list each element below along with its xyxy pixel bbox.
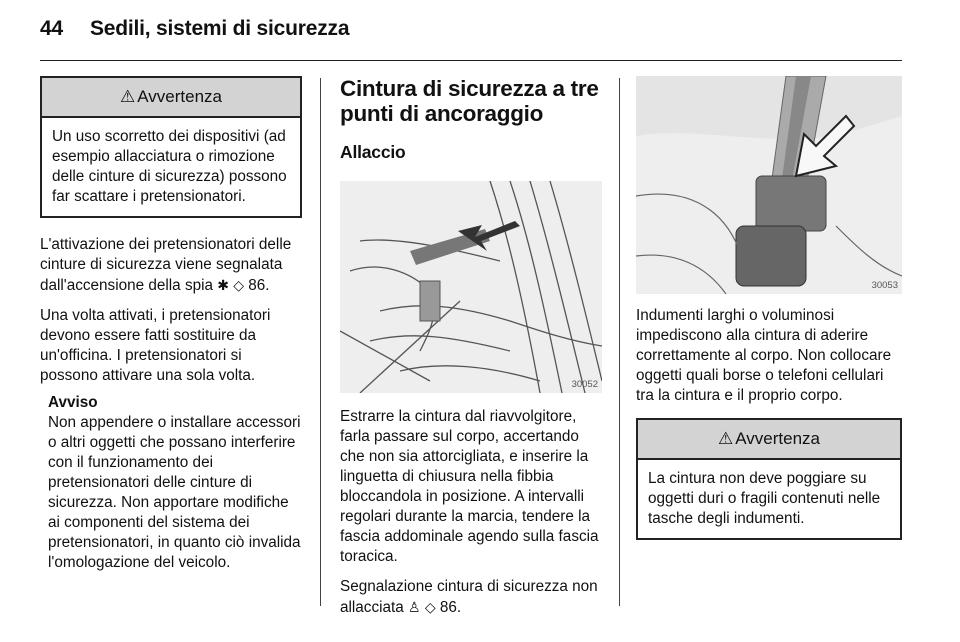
warning-triangle-icon: ⚠ [120, 87, 136, 106]
figure-code: 30052 [571, 379, 598, 390]
page-reference-icon: ◇ [233, 277, 245, 293]
warning-title: Avvertenza [137, 87, 222, 106]
airbag-warning-light-icon: ✱ [217, 277, 229, 293]
paragraph [340, 577, 602, 618]
warning-box [40, 76, 302, 218]
seatbelt-fastening-illustration [340, 181, 602, 393]
subsection-heading: Allaccio [340, 142, 406, 162]
illustration-drawing [340, 181, 602, 393]
column-divider-1 [320, 78, 321, 606]
seatbelt-buckle-illustration [636, 76, 902, 294]
figure-code: 30053 [871, 280, 898, 291]
paragraph: Estrarre la cintura dal riavvolgitore, farla passare sul corpo, accertando che non sia attorcigliata, e inserire la linguetta di chiusura nella fibbia bloccandola in posizione. A intervalli regolari durante la marcia, tendere la fascia addominale agendo sulla fascia toracica. [340, 408, 599, 565]
page-reference: 86. [248, 277, 270, 294]
header-rule [40, 60, 902, 61]
warning-title: Avvertenza [735, 429, 820, 448]
column-2 [340, 76, 602, 618]
illustration-drawing [636, 76, 902, 294]
warning-triangle-icon: ⚠ [718, 429, 734, 448]
page-reference-icon: ◇ [424, 599, 436, 615]
warning-header [42, 78, 300, 118]
page-number: 44 [40, 17, 63, 40]
column-1 [40, 76, 302, 573]
paragraph [40, 235, 302, 296]
page-header [40, 17, 349, 41]
column-3 [636, 76, 902, 540]
page-reference: 86. [439, 599, 462, 616]
warning-text: Un uso scorretto dei dispositivi (ad esempio allacciatura o rimozione delle cinture di sicurezza) possono far scattare i pretensionatori. [52, 128, 287, 205]
paragraph: Una volta attivati, i pretensionatori devono essere fatti sostituire da un'officina. I pretensionatori si possono attivare una sola volta. [40, 307, 271, 384]
warning-header [638, 420, 900, 460]
page-title: Sedili, sistemi di sicurezza [89, 17, 350, 40]
column-divider-2 [619, 78, 620, 606]
section-heading: Cintura di sicurezza a tre punti di ancoraggio [340, 76, 599, 126]
notice-text: Non appendere o installare accessori o altri oggetti che possano interferire con il funzionamento dei pretensionatori delle cinture di sicurezza. Non apportare modifiche ai componenti del sistema dei pretensionatori, in quanto ciò invalida l'omologazione del veicolo. [48, 414, 301, 571]
seatbelt-reminder-icon: ♙ [408, 599, 421, 615]
paragraph-text: L'attivazione dei pretensionatori delle cinture di sicurezza viene segnalata dall'accensione della spia [40, 236, 292, 294]
paragraph-text: Segnalazione cintura di sicurezza non allacciata [340, 578, 598, 616]
notice-box [48, 393, 302, 573]
notice-title: Avviso [48, 394, 98, 411]
paragraph: Indumenti larghi o voluminosi impediscono alla cintura di aderire correttamente al corpo. Non collocare oggetti quali borse o telefoni cellulari tra la cintura e il proprio corpo. [636, 307, 892, 404]
warning-box [636, 418, 902, 540]
warning-text: La cintura non deve poggiare su oggetti duri o fragili contenuti nelle tasche degli indumenti. [648, 470, 881, 527]
